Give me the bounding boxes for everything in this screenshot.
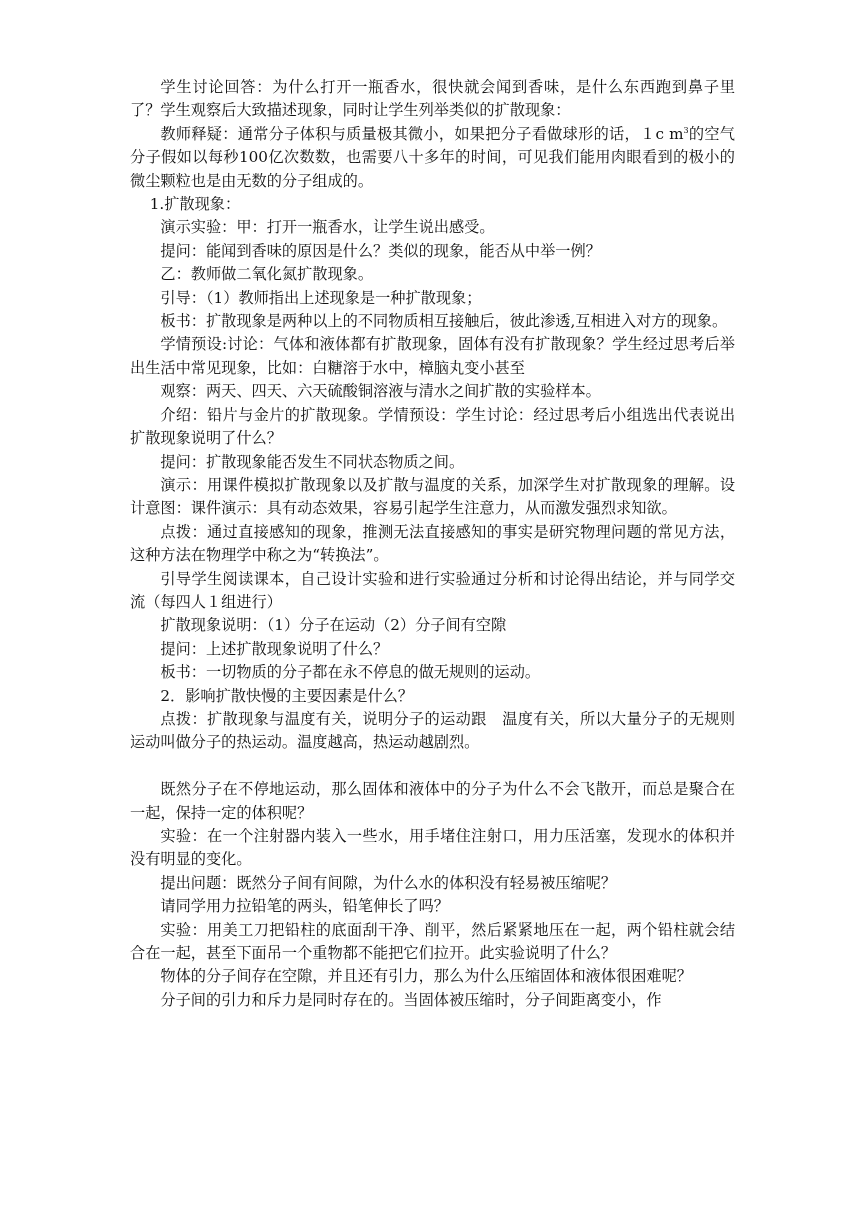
paragraph: 既然分子在不停地运动，那么固体和液体中的分子为什么不会飞散开，而总是聚合在一起，保持一定的体积呢？	[130, 780, 735, 822]
paragraph: 观察：两天、四天、六天硫酸铜溶液与清水之间扩散的实验样本。	[160, 382, 601, 401]
section-heading: 1.扩散现象：	[149, 195, 241, 214]
paragraph: 提问：扩散现象能否发生不同状态物质之间。	[160, 452, 465, 471]
paragraph: 点拨：通过直接感知的现象，推测无法直接感知的事实是研究物理问题的常见方法，这种方法在物理学中称之为“转换法”。	[130, 522, 735, 565]
paragraph: 介绍：铅片与金片的扩散现象。学情预设：学生讨论：经过思考后小组选出代表说出扩散现象说明了什么？	[130, 405, 735, 448]
paragraph: 点拨：扩散现象与温度有关，说明分子的运动跟 温度有关，所以大量分子的无规则运动叫做分子的热运动。温度越高，热运动越剧烈。	[130, 709, 735, 752]
paragraph: 板书：扩散现象是两种以上的不同物质相互接触后，彼此渗透,互相进入对方的现象。	[160, 312, 728, 331]
text-span: 的空气分子假如以每秒100亿次数数，也需要八十多年的时间，可见我们能用肉眼看到的极小的微尘颗粒也是由无数的分子组成的。	[130, 124, 735, 190]
paragraph-teacher-explanation	[130, 123, 735, 193]
paragraph: 学情预设:讨论：气体和液体都有扩散现象，固体有没有扩散现象？学生经过思考后举出生活中常见现象，比如：白糖溶于水中，樟脑丸变小甚至	[130, 335, 735, 377]
paragraph: 提问：能闻到香味的原因是什么？类似的现象，能否从中举一例？	[160, 241, 601, 260]
blank-line	[130, 755, 735, 778]
paragraph: 引导学生阅读课本，自己设计实验和进行实验通过分析和讨论得出结论，并与同学交流（每四人１组进行）	[130, 569, 735, 611]
superscript: 3	[683, 125, 689, 135]
paragraph: 实验：用美工刀把铅柱的底面刮干净、削平，然后紧紧地压在一起，两个铅柱就会结合在一起，甚至下面吊一个重物都不能把它们拉开。此实验说明了什么？	[130, 920, 735, 963]
document-page	[130, 76, 735, 1012]
paragraph: 提出问题：既然分子间有间隙，为什么水的体积没有轻易被压缩呢？	[160, 873, 617, 892]
paragraph: 实验：在一个注射器内装入一些水，用手堵住注射口，用力压活塞，发现水的体积并没有明显的变化。	[130, 826, 735, 869]
paragraph: 板书：一切物质的分子都在永不停息的做无规则的运动。	[160, 663, 541, 682]
paragraph: 请同学用力拉铅笔的两头，铅笔伸长了吗？	[160, 897, 449, 916]
paragraph: 演示实验：甲：打开一瓶香水，让学生说出感受。	[160, 218, 495, 237]
paragraph: 提问：上述扩散现象说明了什么？	[160, 639, 389, 658]
paragraph: 物体的分子间存在空隙，并且还有引力，那么为什么压缩固体和液体很困难呢？	[160, 967, 692, 986]
section-heading: 2．影响扩散快慢的主要因素是什么？	[160, 686, 414, 705]
paragraph: 引导：（1）教师指出上述现象是一种扩散现象；	[160, 288, 482, 307]
text-span: 教师释疑：通常分子体积与质量极其微小，如果把分子看做球形的话，１c m	[160, 124, 684, 143]
paragraph: 扩散现象说明：（1）分子在运动（2）分子间有空隙	[160, 616, 507, 635]
paragraph: 学生讨论回答：为什么打开一瓶香水，很快就会闻到香味，是什么东西跑到鼻子里了？学生观察后大致描述现象，同时让学生列举类似的扩散现象：	[130, 78, 735, 120]
paragraph: 演示：用课件模拟扩散现象以及扩散与温度的关系，加深学生对扩散现象的理解。设计意图：课件演示：具有动态效果，容易引起学生注意力，从而激发强烈求知欲。	[130, 475, 735, 518]
paragraph: 乙：教师做二氧化氮扩散现象。	[160, 265, 374, 284]
paragraph: 分子间的引力和斥力是同时存在的。当固体被压缩时，分子间距离变小，作	[160, 990, 662, 1009]
